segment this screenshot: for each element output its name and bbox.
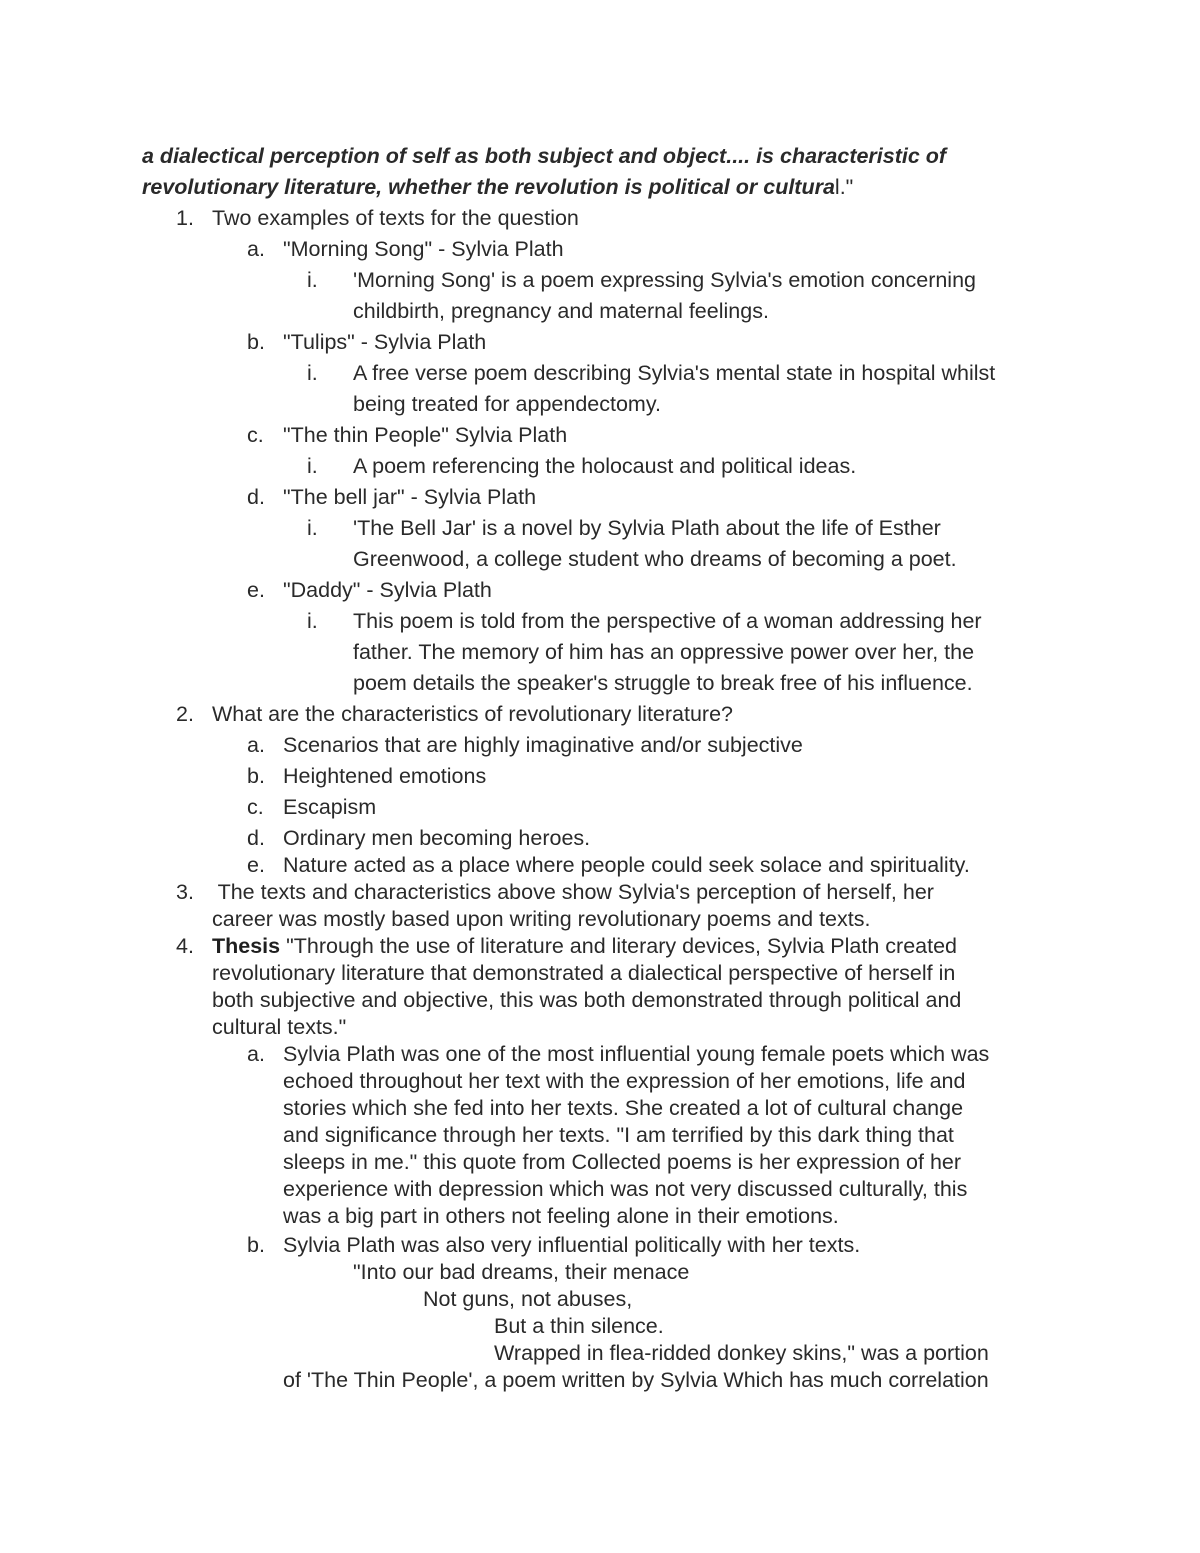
list-marker: c. xyxy=(247,423,264,447)
list-marker: 2. xyxy=(176,702,194,726)
list-marker: i. xyxy=(307,516,318,540)
list-marker: i. xyxy=(307,454,318,478)
list-marker: 3. xyxy=(176,880,194,904)
list-marker: b. xyxy=(247,330,265,354)
list-marker: e. xyxy=(247,578,265,602)
list-marker: e. xyxy=(247,853,265,877)
list-marker: 1. xyxy=(176,206,194,230)
list-marker: i. xyxy=(307,361,318,385)
list-marker: d. xyxy=(247,826,265,850)
list-marker: i. xyxy=(307,609,318,633)
list-marker: a. xyxy=(247,1042,265,1066)
list-marker: b. xyxy=(247,1233,265,1257)
list-marker: a. xyxy=(247,733,265,757)
document-page: a dialectical perception of self as both subject and object.... is characteristic of revolutionary literature, whether the revolution is political or cultural." 1. Two examples of texts for the question a. "Morning Song" - Sylvia Plath i. 'Morning Song' is a poem expressing Sylvia's emotion concerning childbirth, pregnancy and maternal feelings. b. "Tulips" - Sylvia Plath i. A free verse poem describing Sylvia's mental state in hospital whilst being treated for appendectomy. c. "The thin People" Sylvia Plath i. A poem referencing the holocaust and political ideas. d. "The bell jar" - Sylvia Plath i. 'The Bell Jar' is a novel by Sylvia Plath about the life of Esther Greenwood, a college student who dreams of becoming a poet. e. "Daddy" - Sylvia Plath i. This poem is told from the perspective of a woman addressing her father. The memory of him has an oppressive power over her, the poem details the speaker's struggle to break free of his influence. 2. What are the characteristics of revolutionary literature? a. Scenarios that are highly imaginative and/or subjective b. Heightened emotions c. Escapism d. Ordinary men becoming heroes. e. Nature acted as a place where people could seek solace and spirituality. 3. The texts and characteristics above show Sylvia's perception of herself, her career was mostly based upon writing revolutionary poems and texts. 4. Thesis "Through the use of literature and literary devices, Sylvia Plath created revolutionary literature that demonstrated a dialectical perspective of herself in both subjective and objective, this was both demonstrated through political and cultural texts." a. Sylvia Plath was one of the most influential young female poets which was echoed throughout her text with the expression of her emotions, life and stories which she fed into her texts. She created a lot of cultural change and significance through her texts. "I am terrified by this dark thing that sleeps in me." this quote from Collected poems is her expression of her experience with depression which was not very discussed culturally, this was a big part in others not feeling alone in their emotions. b. Sylvia Plath was also very influential politically with her texts. "Into our bad dreams, their menace Not guns, not abuses, But a thin silence. Wrapped in flea-ridded donkey skins," was a portion of 'The Thin People', a poem written by Sylvia Which has much correlation xyxy=(142,144,996,1392)
list-marker: b. xyxy=(247,764,265,788)
thesis-label: Thesis xyxy=(212,934,281,958)
list-marker: c. xyxy=(247,795,264,819)
list-marker: 4. xyxy=(176,934,194,958)
list-marker: i. xyxy=(307,268,318,292)
list-marker: a. xyxy=(247,237,265,261)
list-marker: d. xyxy=(247,485,265,509)
